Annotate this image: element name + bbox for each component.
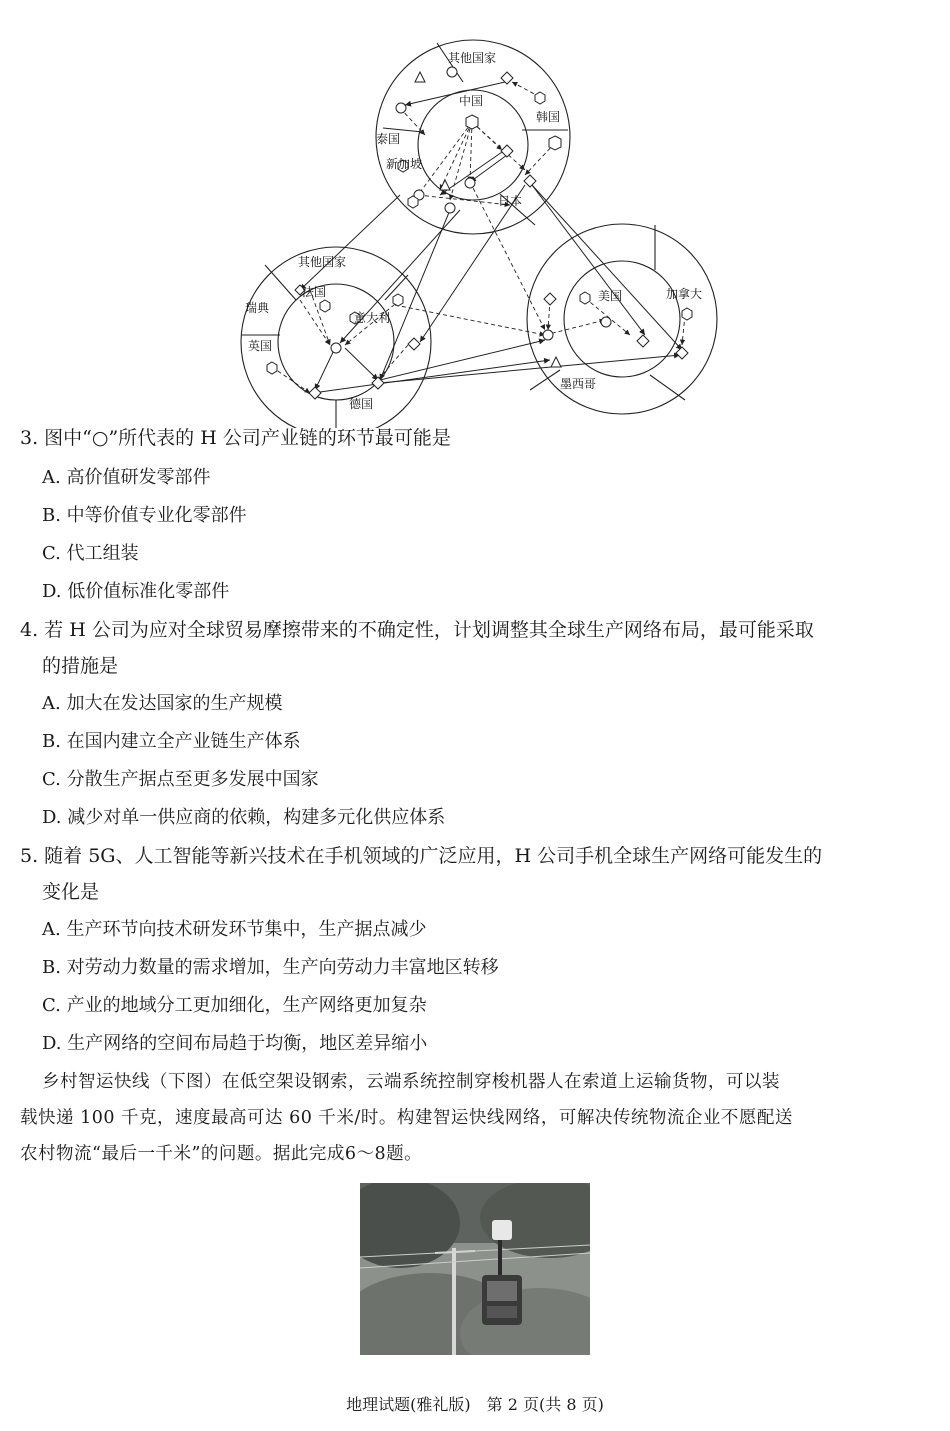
question-4-option-d: D. 减少对单一供应商的依赖，构建多元化供应体系 xyxy=(42,807,446,828)
label-germany: 德国 xyxy=(349,397,374,411)
label-singapore: 新加坡 xyxy=(386,157,423,171)
node-hexagon xyxy=(267,362,277,374)
label-usa: 美国 xyxy=(598,289,623,303)
label-china: 中国 xyxy=(459,94,484,108)
node-diamond xyxy=(676,347,688,359)
node-hexagon xyxy=(549,136,561,150)
question-3-stem: 3. 图中“○”所代表的 H 公司产业链的环节最可能是 xyxy=(20,427,451,449)
node-hexagon xyxy=(682,308,692,320)
question-4-stem-cont: 的措施是 xyxy=(42,655,119,677)
question-3-option-b: B. 中等价值专业化零部件 xyxy=(42,505,247,526)
node-circle xyxy=(447,67,457,77)
node-circle xyxy=(331,343,341,353)
label-italy: 意大利 xyxy=(354,311,391,325)
label-france: 法国 xyxy=(302,285,327,299)
node-hexagon xyxy=(580,292,590,304)
label-korea: 韩国 xyxy=(536,110,561,124)
node-hexagon xyxy=(408,196,418,208)
question-5-stem: 5. 随着 5G、人工智能等新兴技术在手机领域的广泛应用，H 公司手机全球生产网络可能发生的 xyxy=(20,845,823,867)
node-diamond xyxy=(501,145,513,157)
question-5-option-b: B. 对劳动力数量的需求增加，生产向劳动力丰富地区转移 xyxy=(42,957,499,978)
label-thailand: 泰国 xyxy=(376,132,401,146)
node-circle xyxy=(445,203,455,213)
page-footer: 地理试题(雅礼版) 第 2 页(共 8 页) xyxy=(346,1395,604,1414)
node-circle xyxy=(543,330,553,340)
question-5-stem-cont: 变化是 xyxy=(42,881,100,903)
passage-line-3: 农村物流“最后一千米”的问题。据此完成6～8题。 xyxy=(20,1144,423,1164)
node-hexagon xyxy=(535,92,545,104)
question-3-option-c: C. 代工组装 xyxy=(42,543,139,564)
node-diamond xyxy=(544,293,556,305)
node-hexagon xyxy=(466,115,478,129)
question-3-option-a: A. 高价值研发零部件 xyxy=(42,467,211,488)
node-diamond xyxy=(524,175,536,187)
question-4-option-c: C. 分散生产据点至更多发展中国家 xyxy=(42,769,319,790)
label-japan: 日本 xyxy=(498,194,523,208)
node-circle xyxy=(465,178,475,188)
label-canada: 加拿大 xyxy=(666,287,703,301)
node-hexagon xyxy=(320,300,330,312)
asia-outer-circle xyxy=(376,40,570,234)
label-sweden: 瑞典 xyxy=(245,301,270,315)
node-triangle xyxy=(551,357,561,367)
question-5-option-a: A. 生产环节向技术研发环节集中，生产据点减少 xyxy=(42,919,427,940)
label-europe-other: 其他国家 xyxy=(298,255,347,269)
question-5-option-c: C. 产业的地域分工更加细化，生产网络更加复杂 xyxy=(42,995,427,1016)
question-4-stem: 4. 若 H 公司为应对全球贸易摩擦带来的不确定性，计划调整其全球生产网络布局，最可能采取 xyxy=(20,619,814,641)
node-diamond xyxy=(637,335,649,347)
node-triangle xyxy=(440,180,450,190)
node-hexagon xyxy=(393,294,403,306)
label-mexico: 墨西哥 xyxy=(560,377,597,391)
production-network-diagram xyxy=(230,28,730,428)
america-inner-circle xyxy=(564,261,680,377)
question-4-option-b: B. 在国内建立全产业链生产体系 xyxy=(42,731,301,752)
passage-line-2: 载快递 100 千克，速度最高可达 60 千米/时。构建智运快线网络，可解决传统物流企业不愿配送 xyxy=(20,1108,793,1128)
cable-robot-photo xyxy=(360,1183,590,1355)
label-asia-other: 其他国家 xyxy=(448,51,497,65)
node-diamond xyxy=(372,377,384,389)
node-circle xyxy=(601,317,611,327)
label-uk: 英国 xyxy=(248,339,273,353)
question-3-option-d: D. 低价值标准化零部件 xyxy=(42,581,230,602)
node-triangle xyxy=(415,72,425,82)
question-5-option-d: D. 生产网络的空间布局趋于均衡，地区差异缩小 xyxy=(42,1033,428,1054)
question-4-option-a: A. 加大在发达国家的生产规模 xyxy=(42,693,283,714)
node-circle xyxy=(396,103,406,113)
node-diamond xyxy=(408,338,420,350)
passage-line-1: 乡村智运快线（下图）在低空架设钢索，云端系统控制穿梭机器人在索道上运输货物，可以装 xyxy=(42,1072,780,1092)
